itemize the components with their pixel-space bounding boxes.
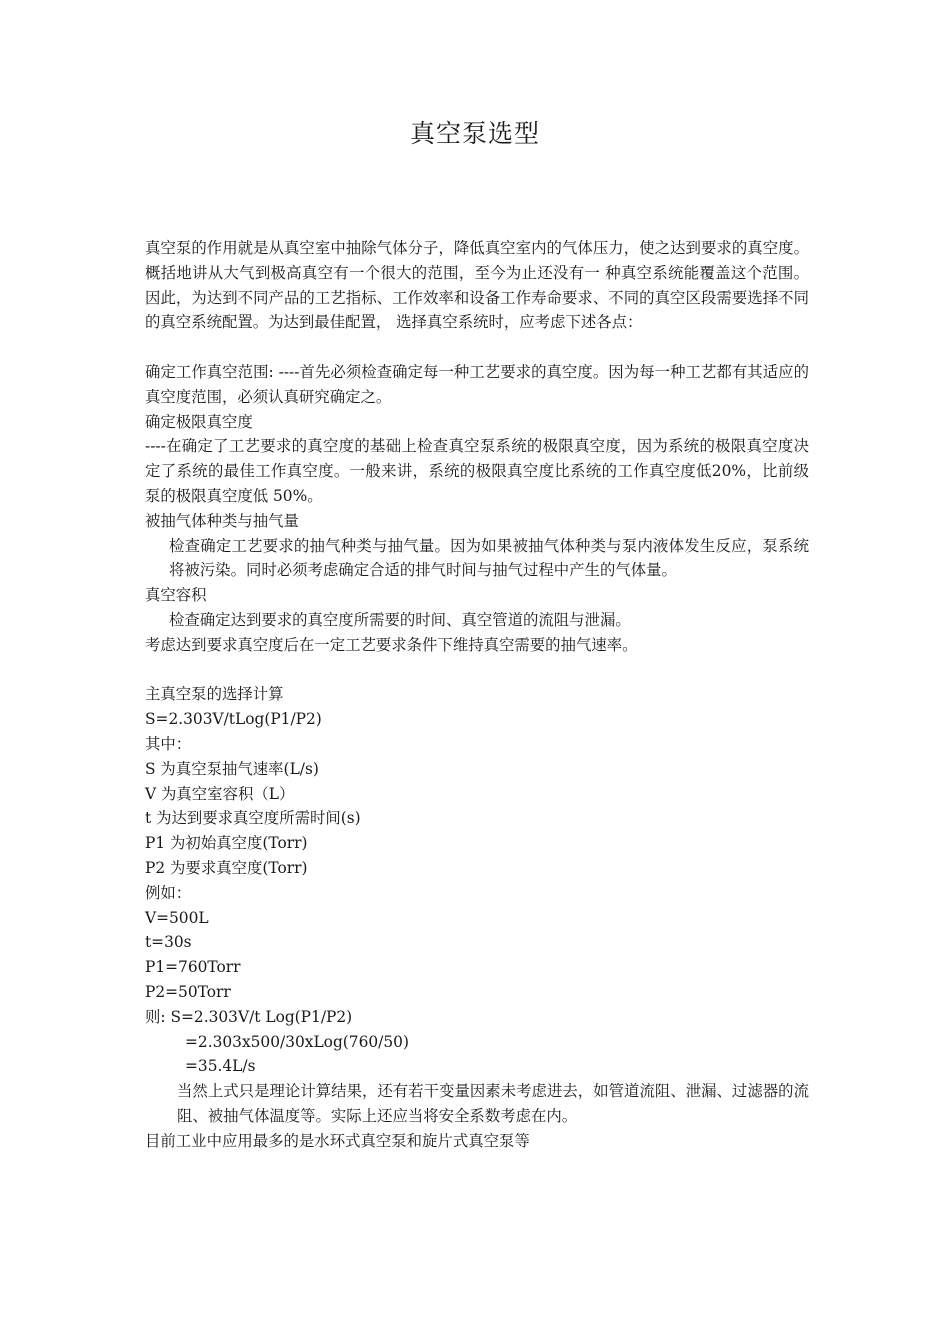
- spacer: [145, 658, 809, 683]
- spacer: [145, 335, 809, 360]
- example-value: V=500L: [145, 908, 209, 927]
- example-value: P1=760Torr: [145, 958, 241, 977]
- ultimate-vacuum-paragraph: ----在确定了工艺要求的真空度的基础上检查真空泵系统的极限真空度，因为系统的极限真空度决定了系统的最佳工作真空度。一般来讲，系统的极限真空度比系统的工作真空度低20%，比前级泵的极限真空度低 50%。: [145, 437, 809, 505]
- formula: S=2.303V/tLog(P1/P2): [145, 710, 322, 729]
- result-line: 则: S=2.303V/t Log(P1/P2): [145, 1007, 353, 1026]
- note-paragraph: 当然上式只是理论计算结果，还有若干变量因素未考虑进去，如管道流阻、泄漏、过滤器的流阻、被抽气体温度等。实际上还应当将安全系数考虑在内。: [177, 1082, 809, 1125]
- where-label: 其中：: [145, 734, 192, 753]
- calc-heading: 主真空泵的选择计算: [145, 685, 284, 704]
- example-value: t=30s: [145, 933, 192, 952]
- conclusion-line: 目前工业中应用最多的是水环式真空泵和旋片式真空泵等: [145, 1131, 530, 1150]
- gas-type-heading: 被抽气体种类与抽气量: [145, 511, 299, 530]
- gas-type-paragraph: 检查确定工艺要求的抽气种类与抽气量。因为如果被抽气体种类与泵内液体发生反应，泵系统将被污染。同时必须考虑确定合适的排气时间与抽气过程中产生的气体量。: [169, 536, 809, 580]
- vacuum-volume-heading: 真空容积: [145, 586, 207, 605]
- ultimate-vacuum-heading: 确定极限真空度: [145, 412, 253, 431]
- result-line: =35.4L/s: [185, 1057, 256, 1076]
- page-title: 真空泵选型: [409, 119, 540, 148]
- vacuum-volume-paragraph-2: 考虑达到要求真空度后在一定工艺要求条件下维持真空需要的抽气速率。: [145, 635, 638, 654]
- vacuum-volume-paragraph-1: 检查确定达到要求的真空度所需要的时间、真空管道的流阻与泄漏。: [169, 610, 631, 629]
- working-range-paragraph: 确定工作真空范围: ----首先必须检查确定每一种工艺要求的真空度。因为每一种工艺都有其适应的真空度范围，必须认真研究确定之。: [145, 362, 809, 406]
- definition-line: P1 为初始真空度(Torr): [145, 834, 308, 853]
- document-body: [145, 236, 809, 1153]
- example-label: 例如：: [145, 883, 192, 902]
- definition-line: V 为真空室容积（L）: [145, 784, 295, 803]
- result-line: =2.303x500/30xLog(760/50): [185, 1032, 409, 1051]
- example-value: P2=50Torr: [145, 982, 231, 1001]
- definition-line: P2 为要求真空度(Torr): [145, 858, 308, 877]
- intro-paragraph: 真空泵的作用就是从真空室中抽除气体分子，降低真空室内的气体压力，使之达到要求的真空度。概括地讲从大气到极高真空有一个很大的范围，至今为止还没有一 种真空系统能覆盖这个范围。因此，为达到不同产品的工艺指标、工作效率和设备工作寿命要求、不同的真空区段需要选择不同的真空系统配置。为达到最佳配置， 选择真空系统时，应考虑下述各点：: [145, 239, 809, 332]
- definition-line: t 为达到要求真空度所需时间(s): [145, 809, 361, 828]
- definition-line: S 为真空泵抽气速率(L/s): [145, 759, 319, 778]
